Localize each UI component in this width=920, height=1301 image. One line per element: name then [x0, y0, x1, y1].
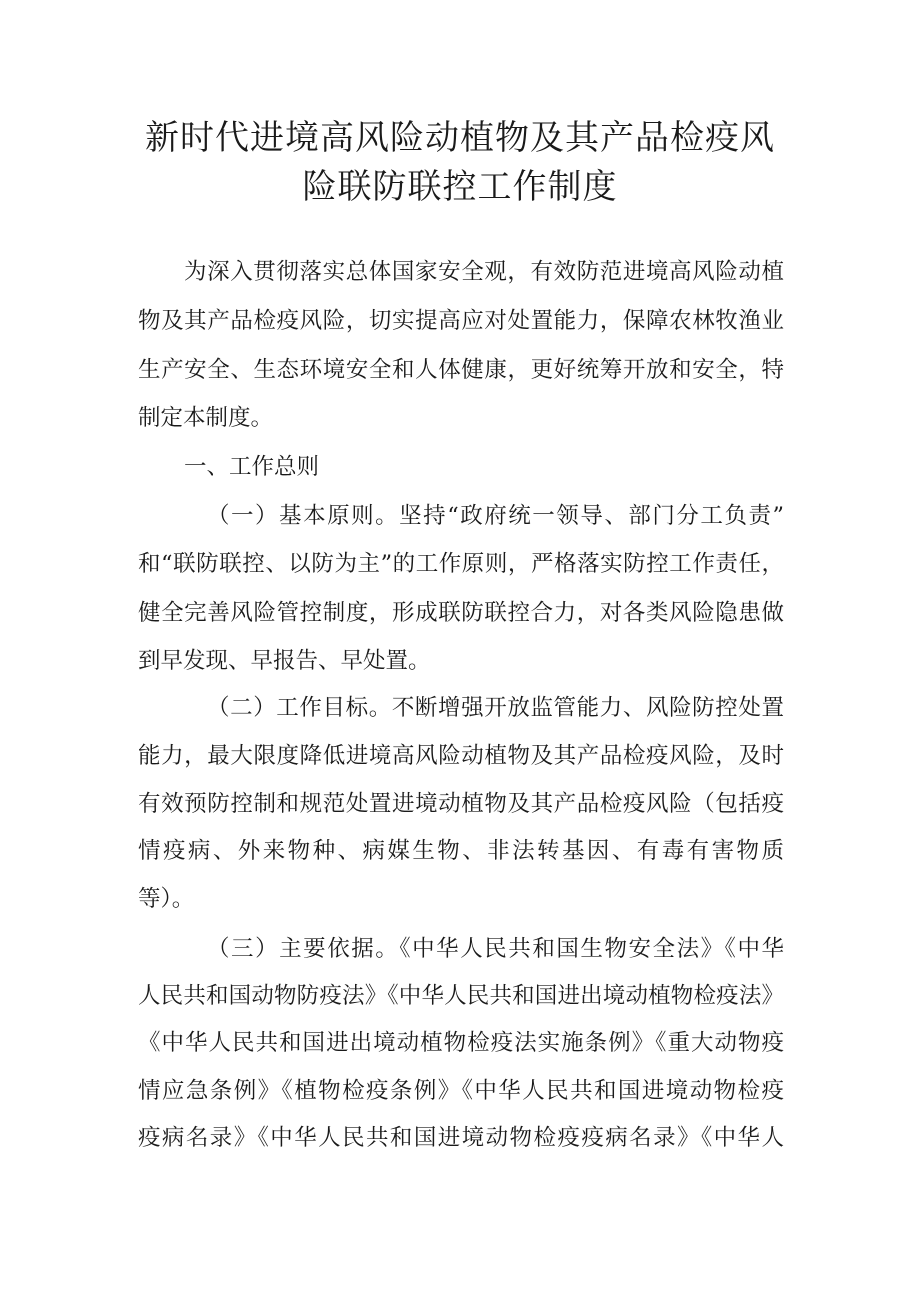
text-line: （三）主要依据。《中华人民共和国生物安全法》《中华	[207, 936, 784, 962]
text-line: （一）基本原则。坚持“政府统一领导、部门分工负责”	[207, 503, 784, 529]
text-line: 能力，最大限度降低进境高风险动植物及其产品检疫风险，及时	[138, 743, 784, 769]
text-line: 生产安全、生态环境安全和人体健康，更好统筹开放和安全，特	[138, 357, 784, 383]
text-line: 到早发现、早报告、早处置。	[138, 648, 431, 674]
text-line: 等）。	[138, 886, 195, 912]
text-line: 《中华人民共和国进出境动植物检疫法实施条例》《重大动物疫	[138, 1030, 784, 1056]
section-heading: 一、工作总则	[184, 454, 320, 480]
text-line: 物及其产品检疫风险，切实提高应对处置能力，保障农林牧渔业	[138, 308, 784, 334]
text-line: （二）工作目标。不断增强开放监管能力、风险防控处置	[207, 695, 784, 721]
document-title-line-2: 险联防联控工作制度	[302, 167, 618, 207]
text-line: 和“联防联控、以防为主”的工作原则，严格落实防控工作责任，	[138, 551, 784, 577]
text-line: 人民共和国动物防疫法》《中华人民共和国进出境动植物检疫法》	[138, 983, 784, 1009]
text-line: 为深入贯彻落实总体国家安全观，有效防范进境高风险动植	[184, 259, 784, 285]
text-line: 疫病名录》《中华人民共和国进境动物检疫疫病名录》《中华人	[138, 1125, 784, 1151]
text-line: 情疫病、外来物种、病媒生物、非法转基因、有毒有害物质	[138, 838, 784, 864]
document-title-line-1: 新时代进境高风险动植物及其产品检疫风	[145, 118, 775, 158]
text-line: 制定本制度。	[138, 405, 274, 431]
text-line: 健全完善风险管控制度，形成联防联控合力，对各类风险隐患做	[138, 600, 784, 626]
text-line: 有效预防控制和规范处置进境动植物及其产品检疫风险（包括疫	[138, 791, 784, 817]
text-line: 情应急条例》《植物检疫条例》《中华人民共和国进境动物检疫	[138, 1078, 784, 1104]
